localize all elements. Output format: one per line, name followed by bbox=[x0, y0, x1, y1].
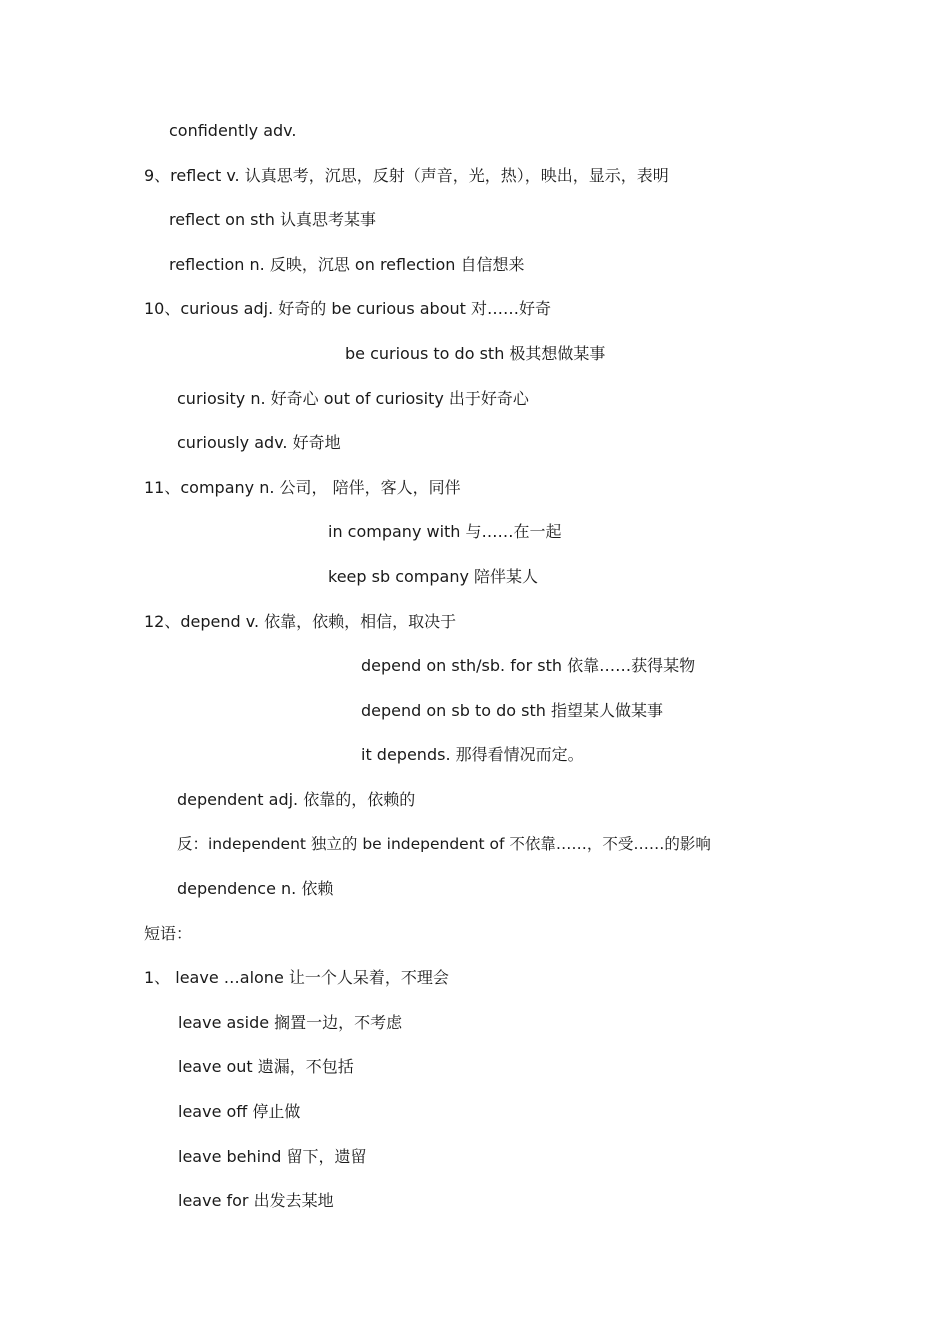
text-line: leave out 遗漏，不包括 bbox=[178, 1057, 354, 1076]
text-line: dependent adj. 依靠的，依赖的 bbox=[177, 790, 416, 809]
section-heading: 短语： bbox=[144, 924, 193, 943]
text-line: leave behind 留下，遗留 bbox=[178, 1147, 367, 1166]
text-line: confidently adv. bbox=[169, 121, 297, 140]
text-line: reflection n. 反映，沉思 on reflection 自信想来 bbox=[169, 255, 525, 274]
text-line: depend on sth/sb. for sth 依靠……获得某物 bbox=[361, 656, 696, 675]
entry-heading: 11、company n. 公司， 陪伴，客人，同伴 bbox=[144, 478, 461, 497]
text-line: curiously adv. 好奇地 bbox=[177, 433, 341, 452]
text-line: leave aside 搁置一边，不考虑 bbox=[178, 1013, 403, 1032]
text-line: in company with 与……在一起 bbox=[328, 522, 562, 541]
text-line: 反：independent 独立的 be independent of 不依靠……，不受……的影响 bbox=[177, 835, 711, 853]
entry-heading: 12、depend v. 依靠，依赖，相信，取决于 bbox=[144, 612, 457, 631]
entry-heading: 1、 leave …alone 让一个人呆着，不理会 bbox=[144, 968, 449, 987]
text-line: keep sb company 陪伴某人 bbox=[328, 567, 539, 586]
text-line: curiosity n. 好奇心 out of curiosity 出于好奇心 bbox=[177, 389, 529, 408]
text-line: depend on sb to do sth 指望某人做某事 bbox=[361, 701, 663, 720]
text-line: leave off 停止做 bbox=[178, 1102, 301, 1121]
text-line: be curious to do sth 极其想做某事 bbox=[345, 344, 606, 363]
text-line: leave for 出发去某地 bbox=[178, 1191, 334, 1210]
text-line: it depends. 那得看情况而定。 bbox=[361, 745, 584, 764]
text-line: reflect on sth 认真思考某事 bbox=[169, 210, 377, 229]
entry-heading: 10、curious adj. 好奇的 be curious about 对……好奇 bbox=[144, 299, 551, 318]
entry-heading: 9、reflect v. 认真思考，沉思，反射（声音，光，热），映出，显示，表明 bbox=[144, 166, 669, 185]
text-line: dependence n. 依赖 bbox=[177, 879, 334, 898]
